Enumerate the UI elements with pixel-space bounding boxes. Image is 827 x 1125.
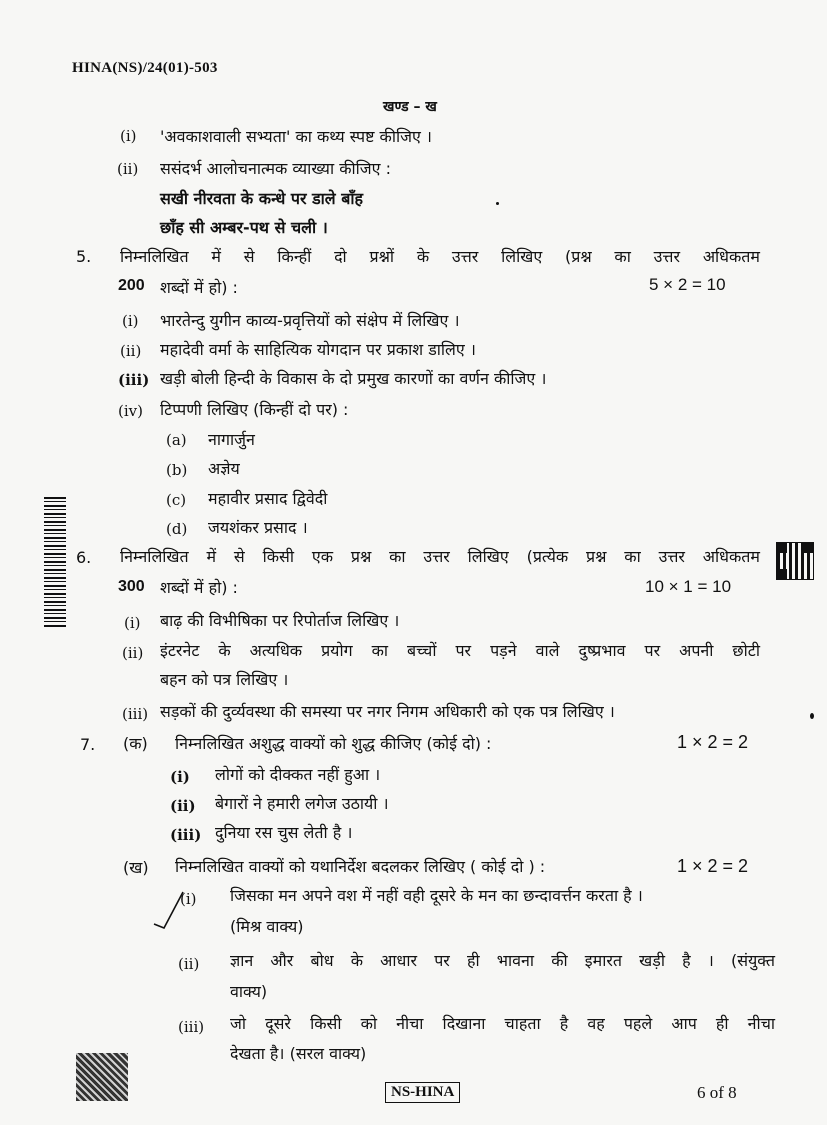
corner-barcode — [76, 1053, 128, 1101]
qr-code — [777, 543, 813, 579]
q5-iii-text: खड़ी बोली हिन्दी के विकास के दो प्रमुख कारणों का वर्णन कीजिए । — [160, 369, 547, 388]
q6-ii-label: (ii) — [122, 644, 144, 662]
q5-marks: 5 × 2 = 10 — [649, 275, 726, 294]
prev-i-text: 'अवकाशवाली सभ्यता' का कथ्य स्पष्ट कीजिए । — [160, 127, 432, 146]
q6-i-label: (i) — [124, 614, 141, 632]
q5-b-label: (b) — [166, 461, 188, 479]
q5-d-text: जयशंकर प्रसाद । — [208, 518, 308, 537]
q7-kha-i-label: (i) — [180, 890, 197, 908]
paper-code: HINA(NS)/24(01)-503 — [72, 60, 218, 76]
verse-line-1: सखी नीरवता के कन्धे पर डाले बाँह — [160, 189, 364, 208]
q7-kha-marks: 1 × 2 = 2 — [677, 856, 749, 876]
q7-ka-marks: 1 × 2 = 2 — [677, 732, 749, 752]
q7-ka-iii-text: दुनिया रस चुस लेती है । — [215, 823, 353, 842]
q6-marks: 10 × 1 = 10 — [645, 577, 732, 596]
q7-number: 7. — [80, 735, 96, 754]
q5-iv-text: टिप्पणी लिखिए (किन्हीं दो पर) : — [160, 400, 349, 419]
section-title: खण्ड – ख — [383, 99, 437, 115]
q7-ka-ii-text: बेगारों ने हमारी लगेज उठायी । — [215, 794, 389, 813]
q5-i-text: भारतेन्दु युगीन काव्य-प्रवृत्तियों को संक्षेप में लिखिए । — [160, 311, 460, 330]
q7-kha-i-text: जिसका मन अपने वश में नहीं वही दूसरे के मन का छन्दावर्त्तन करता है । — [230, 886, 643, 905]
q6-ii-text-cont: बहन को पत्र लिखिए । — [160, 670, 289, 689]
q6-instruction-end: शब्दों में हो) : — [160, 578, 238, 597]
verse-line-2: छाँह सी अम्बर-पथ से चली । — [160, 218, 328, 237]
q5-instruction-end: शब्दों में हो) : — [160, 278, 238, 297]
q7-ka-label: (क) — [123, 734, 148, 753]
q7-kha-iii-text: जो दूसरे किसी को नीचा दिखाना चाहता है वह पहले आप ही नीचा — [230, 1014, 775, 1033]
q7-kha-i-text-cont: (मिश्र वाक्य) — [230, 917, 304, 936]
q7-kha-ii-text: ज्ञान और बोध के आधार पर ही भावना की इमारत खड़ी है । (संयुक्त — [230, 951, 775, 970]
q7-ka-ii-label: (ii) — [170, 797, 196, 815]
q7-kha-iii-text-cont: देखता है। (सरल वाक्य) — [230, 1044, 367, 1063]
q5-word-limit: 200 — [118, 277, 145, 294]
side-barcode — [44, 497, 66, 627]
prev-i-label: (i) — [120, 127, 137, 145]
q7-ka-iii-label: (iii) — [170, 826, 202, 844]
q6-iii-label: (iii) — [122, 705, 149, 723]
q5-instruction: निम्नलिखित में से किन्हीं दो प्रश्नों के उत्तर लिखिए (प्रश्न का उत्तर अधिकतम — [120, 247, 760, 266]
q5-iii-label: (iii) — [118, 371, 150, 389]
q5-a-label: (a) — [166, 431, 187, 449]
q5-i-label: (i) — [122, 312, 139, 330]
q6-word-limit: 300 — [118, 578, 145, 595]
q7-ka-i-text: लोगों को दीक्कत नहीं हुआ । — [215, 765, 381, 784]
q6-ii-text: इंटरनेट के अत्यधिक प्रयोग का बच्चों पर पड़ने वाले दुष्प्रभाव पर अपनी छोटी — [160, 641, 760, 660]
footer-paper-code: NS-HINA — [385, 1082, 460, 1103]
q5-d-label: (d) — [166, 520, 188, 538]
q7-kha-iii-label: (iii) — [178, 1018, 205, 1036]
q7-ka-text: निम्नलिखित अशुद्ध वाक्यों को शुद्ध कीजिए (कोई दो) : — [175, 734, 492, 753]
q7-ka-i-label: (i) — [170, 768, 190, 786]
q5-a-text: नागार्जुन — [208, 430, 255, 449]
prev-ii-label: (ii) — [117, 160, 139, 178]
speck — [810, 713, 814, 719]
q5-number: 5. — [76, 247, 92, 266]
speck — [496, 202, 499, 205]
prev-ii-text: ससंदर्भ आलोचनात्मक व्याख्या कीजिए : — [160, 159, 391, 178]
q7-kha-ii-text-cont: वाक्य) — [230, 982, 268, 1001]
q5-b-text: अज्ञेय — [208, 459, 240, 478]
q5-c-label: (c) — [166, 491, 187, 509]
page-number: 6 of 8 — [697, 1083, 737, 1102]
q5-iv-label: (iv) — [118, 402, 143, 420]
q7-kha-label: (ख) — [123, 858, 149, 877]
q6-i-text: बाढ़ की विभीषिका पर रिपोर्ताज लिखिए । — [160, 611, 400, 630]
q5-c-text: महावीर प्रसाद द्विवेदी — [208, 489, 328, 508]
q7-kha-text: निम्नलिखित वाक्यों को यथानिर्देश बदलकर लिखिए ( कोई दो ) : — [175, 857, 546, 876]
q5-ii-text: महादेवी वर्मा के साहित्यिक योगदान पर प्रकाश डालिए । — [160, 340, 476, 359]
q5-ii-label: (ii) — [120, 342, 142, 360]
q6-iii-text: सड़कों की दुर्व्यवस्था की समस्या पर नगर निगम अधिकारी को एक पत्र लिखिए । — [160, 702, 615, 721]
q6-instruction: निम्नलिखित में से किसी एक प्रश्न का उत्तर लिखिए (प्रत्येक प्रश्न का उत्तर अधिकतम — [120, 547, 760, 566]
q6-number: 6. — [76, 548, 92, 567]
q7-kha-ii-label: (ii) — [178, 955, 200, 973]
